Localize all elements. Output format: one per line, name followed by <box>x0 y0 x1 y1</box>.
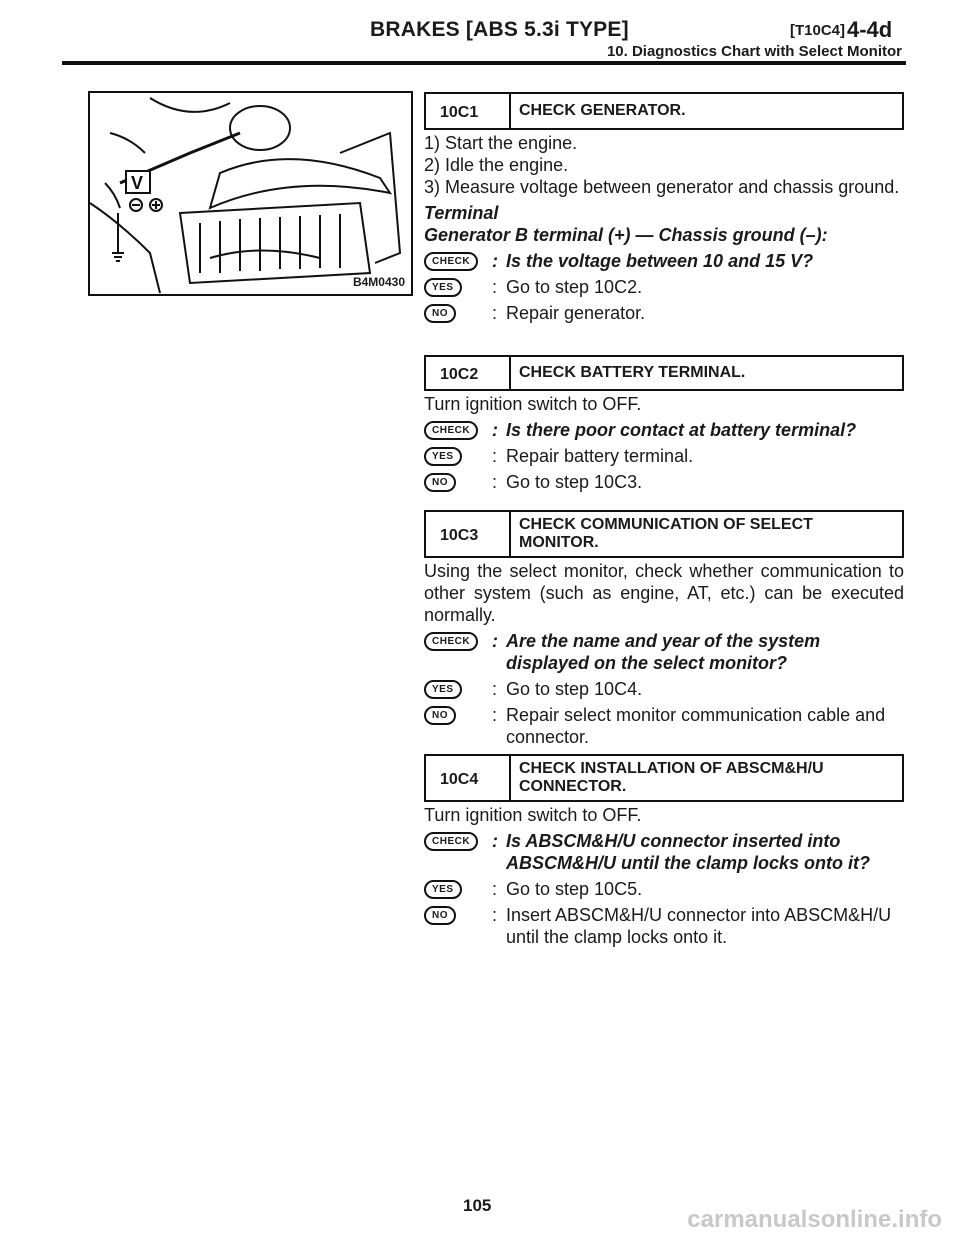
step-title: CHECK GENERATOR. <box>519 102 686 119</box>
check-question: Are the name and year of the system displayed on the select monitor? <box>506 631 821 673</box>
watermark: carmanualsonline.info <box>687 1206 942 1233</box>
header-rule <box>62 61 906 65</box>
no-row: NO : Repair generator. <box>424 302 904 324</box>
generator-drawing <box>90 93 413 296</box>
yes-action: Go to step 10C5. <box>506 879 643 899</box>
voltmeter-label: V <box>131 173 144 193</box>
no-action: Go to step 10C3. <box>506 472 643 492</box>
yes-row: YES : Go to step 10C5. <box>424 878 904 900</box>
page-subtitle: 10. Diagnostics Chart with Select Monitor <box>606 43 902 60</box>
check-question: Is the voltage between 10 and 15 V? <box>506 251 814 271</box>
page-number: 105 <box>463 1196 492 1215</box>
page-title: BRAKES [ABS 5.3i TYPE] <box>370 18 629 41</box>
step-title: CHECK BATTERY TERMINAL. <box>519 364 746 381</box>
check-row: CHECK : Is ABSCM&H/U connector inserted into ABSCM&H/U until the clamp locks onto it? <box>424 830 904 874</box>
yes-action: Repair battery terminal. <box>506 446 694 466</box>
step-line: Turn ignition switch to OFF. <box>424 394 642 414</box>
yes-badge-icon: YES <box>424 880 462 899</box>
check-badge-icon: CHECK <box>424 252 478 271</box>
yes-badge-icon: YES <box>424 447 462 466</box>
check-row: CHECK : Is the voltage between 10 and 15 V? <box>424 250 904 272</box>
check-badge-icon: CHECK <box>424 421 478 440</box>
yes-badge-icon: YES <box>424 278 462 297</box>
step-line: Using the select monitor, check whether communication to other system (such as engine, AT, etc.) can be executed normally. <box>424 561 904 625</box>
no-row: NO : Go to step 10C3. <box>424 471 904 493</box>
terminal-spec: Generator B terminal (+) — Chassis ground (–): <box>424 225 828 245</box>
terminal-heading: Terminal <box>424 203 499 223</box>
yes-row: YES : Repair battery terminal. <box>424 445 904 467</box>
check-row: CHECK : Are the name and year of the system displayed on the select monitor? <box>424 630 904 674</box>
step-title: CHECK COMMUNICATION OF SELECT MONITOR. <box>519 516 813 551</box>
yes-action: Go to step 10C2. <box>506 277 643 297</box>
no-row: NO : Repair select monitor communication cable and connector. <box>424 704 904 748</box>
yes-row: YES : Go to step 10C2. <box>424 276 904 298</box>
step-line: 1) Start the engine. <box>424 133 578 153</box>
generator-illustration <box>88 91 413 296</box>
step-10c4 <box>424 754 904 948</box>
section-number: 4-4d <box>847 17 893 42</box>
step-title: CHECK INSTALLATION OF ABSCM&H/U CONNECTOR. <box>519 760 824 795</box>
step-10c1 <box>424 92 904 324</box>
step-header-box <box>424 92 904 130</box>
step-line: 2) Idle the engine. <box>424 155 569 175</box>
figure-id: B4M0430 <box>352 275 405 289</box>
step-id: 10C4 <box>426 756 511 800</box>
step-header-box <box>424 355 904 391</box>
yes-action: Go to step 10C4. <box>506 679 643 699</box>
check-badge-icon: CHECK <box>424 632 478 651</box>
check-question: Is ABSCM&H/U connector inserted into ABSCM&H/U until the clamp locks onto it? <box>506 831 871 873</box>
check-badge-icon: CHECK <box>424 832 478 851</box>
step-10c3 <box>424 510 904 748</box>
no-badge-icon: NO <box>424 473 456 492</box>
check-question: Is there poor contact at battery terminal? <box>506 420 857 440</box>
step-line: Turn ignition switch to OFF. <box>424 805 642 825</box>
no-action: Repair select monitor communication cable and connector. <box>506 705 886 747</box>
page-code: [T10C4] <box>790 22 846 39</box>
no-action: Repair generator. <box>506 303 646 323</box>
step-header-box <box>424 510 904 558</box>
step-line: 3) Measure voltage between generator and chassis ground. <box>424 177 900 197</box>
step-header-box <box>424 754 904 802</box>
no-badge-icon: NO <box>424 906 456 925</box>
no-row: NO : Insert ABSCM&H/U connector into ABSCM&H/U until the clamp locks onto it. <box>424 904 904 948</box>
check-row: CHECK : Is there poor contact at battery terminal? <box>424 419 904 441</box>
yes-badge-icon: YES <box>424 680 462 699</box>
step-id: 10C3 <box>426 512 511 556</box>
no-badge-icon: NO <box>424 706 456 725</box>
no-action: Insert ABSCM&H/U connector into ABSCM&H/U until the clamp locks onto it. <box>506 905 892 947</box>
step-id: 10C2 <box>426 357 511 389</box>
step-10c2 <box>424 355 904 493</box>
yes-row: YES : Go to step 10C4. <box>424 678 904 700</box>
no-badge-icon: NO <box>424 304 456 323</box>
step-id: 10C1 <box>426 94 511 128</box>
